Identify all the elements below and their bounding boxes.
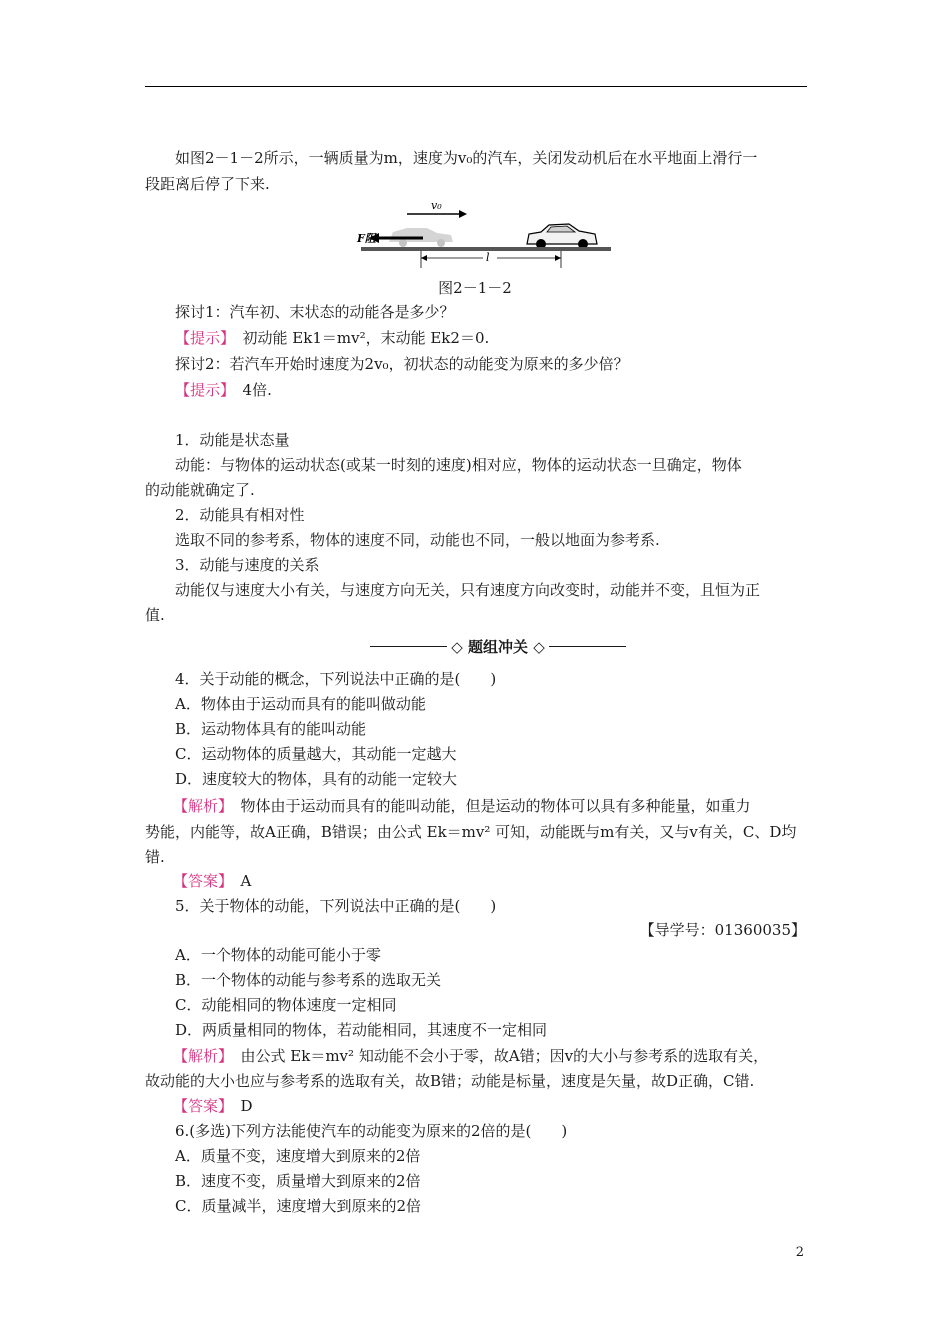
divider-line-right xyxy=(549,646,626,647)
q5-analysis-1 xyxy=(145,1044,835,1068)
divider-label: ◇ 题组冲关 ◇ xyxy=(451,637,545,656)
point-2-title: 2．动能具有相对性 xyxy=(175,506,305,524)
q4-answer-value: A xyxy=(240,872,252,890)
q5-analysis-text-1: 由公式 Ek＝mv² 知动能不会小于零，故A错；因v的大小与参考系的选取有关， xyxy=(240,1047,769,1065)
q5-option-b: B．一个物体的动能与参考系的选取无关 xyxy=(175,971,442,989)
q4-analysis-text-1: 物体由于运动而具有的能叫动能，但是运动的物体可以具有多种能量，如重力 xyxy=(240,797,751,815)
car-figure xyxy=(355,198,615,270)
point-3-title: 3．动能与速度的关系 xyxy=(175,556,320,574)
intro-line-2: 段距离后停了下来. xyxy=(145,175,270,193)
point-1-text-1: 动能：与物体的运动状态(或某一时刻的速度)相对应，物体的运动状态一旦确定，物体 xyxy=(175,456,742,474)
discuss-q1: 探讨1：汽车初、末状态的动能各是多少？ xyxy=(175,303,455,321)
discuss-a2 xyxy=(145,378,837,402)
discuss-a1-text: 初动能 Ek1＝mv²，末动能 Ek2＝0. xyxy=(242,329,490,347)
q4-option-a: A．物体由于运动而具有的能叫做动能 xyxy=(175,695,426,713)
q5-analysis-2: 故动能的大小也应与参考系的选取有关，故B错；动能是标量，速度是矢量，故D正确，C错. xyxy=(145,1072,755,1090)
q4-answer xyxy=(145,869,835,893)
car-icon xyxy=(527,224,597,249)
q4-analysis-1 xyxy=(145,794,835,818)
section-divider xyxy=(370,634,626,658)
q4-stem: 4．关于动能的概念，下列说法中正确的是( ) xyxy=(175,670,497,688)
figure-l-label: l xyxy=(486,251,490,264)
q4-option-b: B．运动物体具有的能叫动能 xyxy=(175,720,367,738)
q5-reference-number: 【导学号：01360035】 xyxy=(639,921,806,939)
q6-stem: 6.(多选)下列方法能使汽车的动能变为原来的2倍的是( ) xyxy=(175,1122,568,1140)
figure-f-label: F阻 xyxy=(357,232,376,245)
q5-option-c: C．动能相同的物体速度一定相同 xyxy=(175,996,397,1014)
header-rule xyxy=(145,86,807,87)
point-3-text-2: 值. xyxy=(145,606,165,624)
q4-analysis-2: 势能，内能等，故A正确，B错误；由公式 Ek＝mv² 可知，动能既与m有关，又与v有关，C、D均 xyxy=(145,823,797,841)
q5-answer xyxy=(145,1094,835,1118)
discuss-q2: 探讨2：若汽车开始时速度为2v₀，初状态的动能变为原来的多少倍？ xyxy=(175,355,629,373)
hint-tag: 【提示】 xyxy=(175,381,228,399)
q5-stem: 5．关于物体的动能，下列说法中正确的是( ) xyxy=(175,897,497,915)
point-2-text: 选取不同的参考系，物体的速度不同，动能也不同，一般以地面为参考系. xyxy=(175,531,660,549)
analysis-tag: 【解析】 xyxy=(173,797,226,815)
point-3-text-1: 动能仅与速度大小有关，与速度方向无关，只有速度方向改变时，动能并不变，且恒为正 xyxy=(175,581,761,599)
q5-option-d: D．两质量相同的物体，若动能相同，其速度不一定相同 xyxy=(175,1021,548,1039)
q5-option-a: A．一个物体的动能可能小于零 xyxy=(175,946,381,964)
q6-option-c: C．质量减半，速度增大到原来的2倍 xyxy=(175,1197,422,1215)
figure-caption: 图2－1－2 xyxy=(438,279,512,297)
divider-line-left xyxy=(370,646,447,647)
point-1-text-2: 的动能就确定了. xyxy=(145,481,255,499)
hint-tag: 【提示】 xyxy=(175,329,228,347)
figure-v-label: v₀ xyxy=(431,199,442,212)
answer-tag: 【答案】 xyxy=(173,1097,226,1115)
q6-option-b: B．速度不变，质量增大到原来的2倍 xyxy=(175,1172,421,1190)
analysis-tag: 【解析】 xyxy=(173,1047,226,1065)
q4-analysis-3: 错. xyxy=(145,848,165,866)
intro-line-1: 如图2－1－2所示，一辆质量为m，速度为v₀的汽车，关闭发动机后在水平地面上滑行一 xyxy=(175,149,758,167)
q4-option-d: D．速度较大的物体，具有的动能一定较大 xyxy=(175,770,458,788)
q5-answer-value: D xyxy=(240,1097,253,1115)
discuss-a2-text: 4倍. xyxy=(242,381,272,399)
page-number: 2 xyxy=(795,1245,804,1260)
q6-option-a: A．质量不变，速度增大到原来的2倍 xyxy=(175,1147,421,1165)
q4-option-c: C．运动物体的质量越大，其动能一定越大 xyxy=(175,745,457,763)
discuss-a1 xyxy=(145,326,837,350)
point-1-title: 1．动能是状态量 xyxy=(175,431,290,449)
answer-tag: 【答案】 xyxy=(173,872,226,890)
